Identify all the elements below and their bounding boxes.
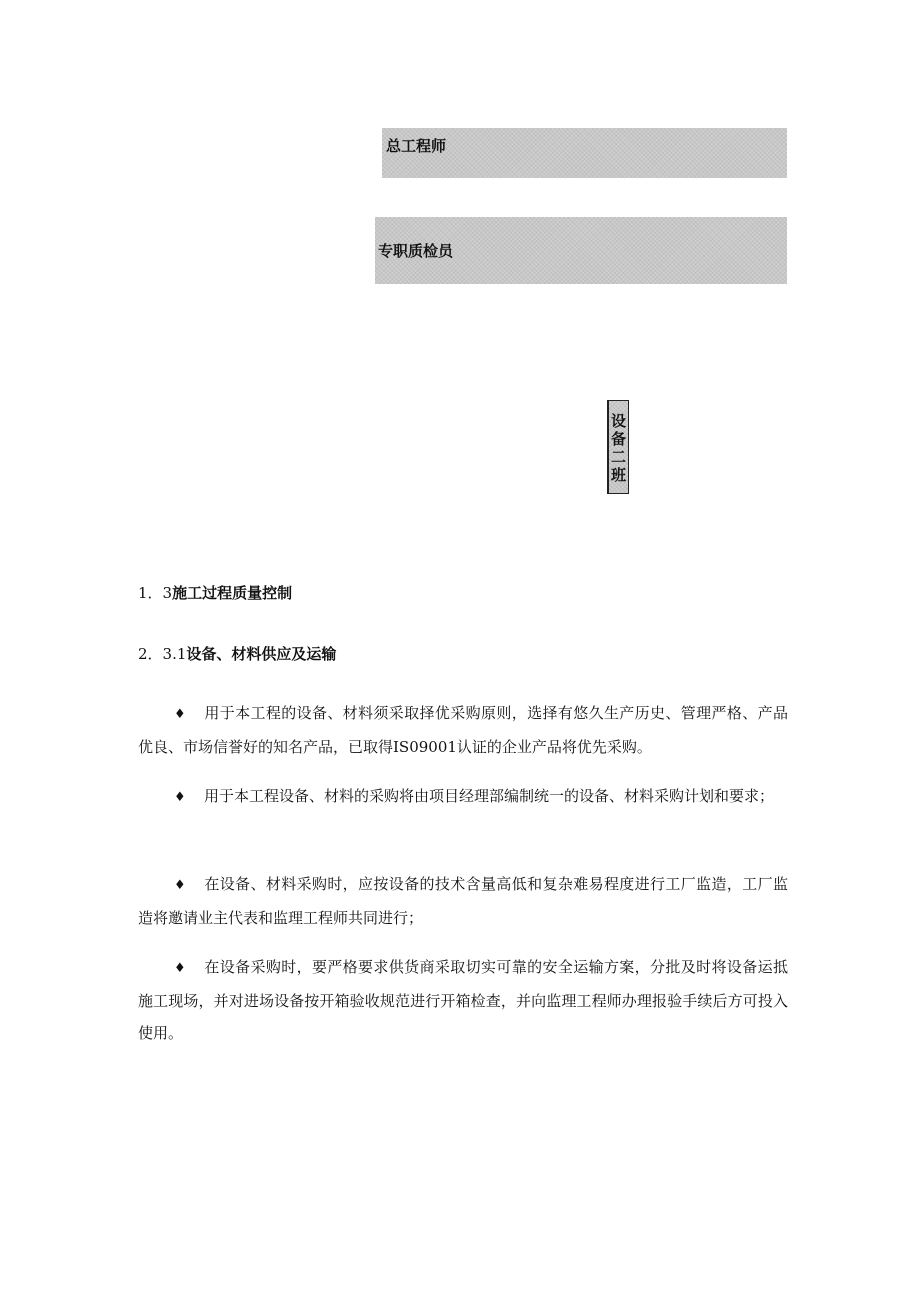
paragraph-transport-inspection <box>138 951 788 1049</box>
quality-inspector-label: 专职质检员 <box>378 242 454 260</box>
bullet-icon: ♦ <box>174 790 186 805</box>
org-box-equipment-team <box>607 400 629 494</box>
section-title: 施工过程质量控制 <box>172 584 293 602</box>
section-number: 2．3.1 <box>138 645 187 663</box>
paragraph-procurement-principle <box>138 697 788 763</box>
paragraph-text: 用于本工程的设备、材料须采取择优采购原则，选择有悠久生产历史、管理严格、产品优良、市场信誉好的知名产品，已取得IS09001认证的企业产品将优先采购。 <box>138 704 788 756</box>
paragraph-text: 在设备采购时，要严格要求供货商采取切实可靠的安全运输方案，分批及时将设备运抵施工现场，并对进场设备按开箱验收规范进行开箱检查，并向监理工程师办理报验手续后方可投入使用。 <box>138 958 788 1042</box>
chief-engineer-label: 总工程师 <box>386 137 447 155</box>
section-heading-construction-quality <box>138 582 292 603</box>
bullet-icon: ♦ <box>174 878 186 893</box>
bullet-icon: ♦ <box>174 707 186 722</box>
paragraph-text: 在设备、材料采购时，应按设备的技术含量高低和复杂难易程度进行工厂监造，工厂监造将邀请业主代表和监理工程师共同进行； <box>138 875 788 927</box>
org-box-chief-engineer <box>382 128 787 178</box>
section-number: 1．3 <box>138 584 173 602</box>
section-heading-equipment-supply <box>138 643 336 664</box>
paragraph-factory-supervision <box>138 868 788 934</box>
section-title: 设备、材料供应及运输 <box>186 645 337 663</box>
paragraph-text: 用于本工程设备、材料的采购将由项目经理部编制统一的设备、材料采购计划和要求； <box>204 787 775 805</box>
paragraph-procurement-plan <box>138 780 788 814</box>
equipment-team-label: 设备二班 <box>609 412 627 485</box>
org-box-quality-inspector <box>375 217 787 284</box>
bullet-icon: ♦ <box>174 961 186 976</box>
